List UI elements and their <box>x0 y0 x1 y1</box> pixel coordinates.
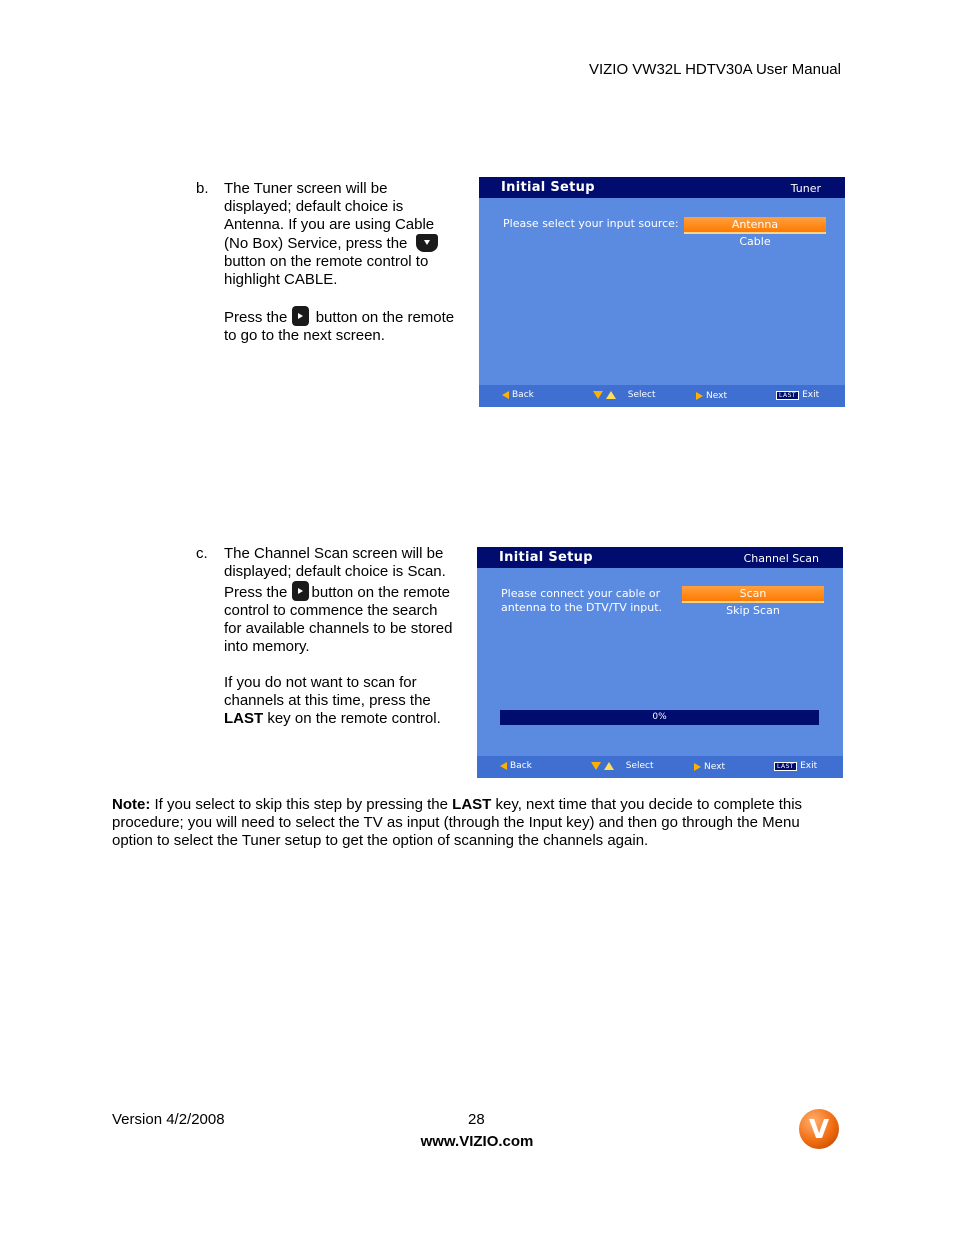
nav-back[interactable] <box>500 761 532 771</box>
step-b-line: button on the remote control to <box>224 253 429 270</box>
step-c-line: for available channels to be stored <box>224 620 453 637</box>
step-b-line <box>224 234 474 253</box>
vizio-logo <box>799 1109 839 1149</box>
nav-next-label: Next <box>706 391 727 401</box>
note-text: key, next time that you decide to complete this procedure; you will need to select the TV as input (through the Input key) and then go through the Menu option to select the Tuner setup to get the option of scanning the channels again. <box>112 796 803 849</box>
tuner-screen-subtitle: Tuner <box>790 182 821 195</box>
option-skip-scan[interactable]: Skip Scan <box>726 604 780 617</box>
step-c-letter: c. <box>196 545 208 562</box>
right-arrow-button-icon <box>292 306 309 326</box>
nav-next-label: Next <box>704 762 725 772</box>
step-c-line-text: Press the <box>224 584 288 601</box>
nav-exit[interactable] <box>774 761 817 771</box>
page-number: 28 <box>468 1111 485 1128</box>
step-b-line: The Tuner screen will be <box>224 180 388 197</box>
up-arrow-icon <box>604 762 614 770</box>
version-label: Version 4/2/2008 <box>112 1111 225 1128</box>
note-text: If you select to skip this step by pressing the <box>150 796 453 813</box>
step-b-line-text: (No Box) Service, press the <box>224 235 408 252</box>
step-b-line: displayed; default choice is <box>224 198 404 215</box>
vizio-logo-letter: V <box>808 1115 830 1145</box>
nav-back-label: Back <box>512 390 534 400</box>
tuner-screen-header <box>479 177 845 198</box>
last-key-icon: LAST <box>776 391 799 400</box>
option-cable[interactable]: Cable <box>739 235 771 248</box>
step-b-line: highlight CABLE. <box>224 271 338 288</box>
nav-exit-label: Exit <box>800 761 818 771</box>
scan-nav-bar <box>477 756 843 778</box>
back-arrow-icon <box>500 762 507 770</box>
tuner-nav-bar <box>479 385 845 407</box>
nav-back[interactable] <box>502 390 534 400</box>
note-label: Note: <box>112 796 151 813</box>
step-b-line-text: button on the remote <box>315 309 455 326</box>
step-c-line: The Channel Scan screen will be <box>224 545 444 562</box>
step-b-line <box>224 306 474 327</box>
option-scan[interactable]: Scan <box>682 586 824 603</box>
step-c-line: control to commence the search <box>224 602 438 619</box>
channel-scan-screen <box>477 547 843 778</box>
step-b-letter: b. <box>196 180 209 197</box>
step-c-line: channels at this time, press the <box>224 692 431 709</box>
up-down-arrow-icon <box>593 391 603 399</box>
scan-screen-title: Initial Setup <box>499 550 593 565</box>
step-c-text <box>224 545 474 728</box>
up-down-arrow-icon <box>591 762 601 770</box>
step-c-line: into memory. <box>224 638 310 655</box>
nav-back-label: Back <box>510 761 532 771</box>
nav-exit-label: Exit <box>802 390 820 400</box>
step-c-line: displayed; default choice is Scan. <box>224 563 446 580</box>
step-c-line <box>224 710 474 728</box>
next-arrow-icon <box>694 763 701 771</box>
step-b-line: to go to the next screen. <box>224 327 385 344</box>
note-bold: LAST <box>452 796 492 813</box>
step-c-line <box>224 581 474 602</box>
last-key-label: LAST <box>224 710 264 727</box>
nav-select[interactable] <box>591 761 654 771</box>
nav-next[interactable] <box>694 762 725 772</box>
step-b-line-text: Press the <box>224 309 288 326</box>
down-arrow-button-icon <box>416 234 438 252</box>
scan-prompt-line: antenna to the DTV/TV input. <box>501 601 663 614</box>
step-c-line-text: button on the remote <box>311 584 450 601</box>
manual-title: VIZIO VW32L HDTV30A User Manual <box>588 61 841 78</box>
last-key-icon: LAST <box>774 762 797 771</box>
option-antenna[interactable]: Antenna <box>684 217 826 234</box>
nav-select-label: Select <box>627 390 656 400</box>
nav-next[interactable] <box>696 391 727 401</box>
step-c-line-text: key on the remote control. <box>263 710 441 727</box>
tuner-screen-title: Initial Setup <box>501 180 595 195</box>
step-b-line: Antenna. If you are using Cable <box>224 216 435 233</box>
step-c-line: If you do not want to scan for <box>224 674 417 691</box>
scan-progress-bar: 0% <box>500 710 819 725</box>
step-b-text <box>224 180 474 345</box>
note-paragraph <box>112 796 842 850</box>
right-arrow-button-icon <box>292 581 309 601</box>
scan-screen-subtitle: Channel Scan <box>743 552 819 565</box>
scan-screen-header <box>477 547 843 568</box>
back-arrow-icon <box>502 391 509 399</box>
scan-prompt <box>501 587 662 615</box>
scan-prompt-line: Please connect your cable or <box>501 587 661 600</box>
up-arrow-icon <box>606 391 616 399</box>
website-link[interactable]: www.VIZIO.com <box>420 1133 534 1150</box>
tuner-screen <box>479 177 845 407</box>
tuner-prompt: Please select your input source: <box>503 217 679 230</box>
nav-select-label: Select <box>625 761 654 771</box>
next-arrow-icon <box>696 392 703 400</box>
nav-exit[interactable] <box>776 390 819 400</box>
nav-select[interactable] <box>593 390 656 400</box>
